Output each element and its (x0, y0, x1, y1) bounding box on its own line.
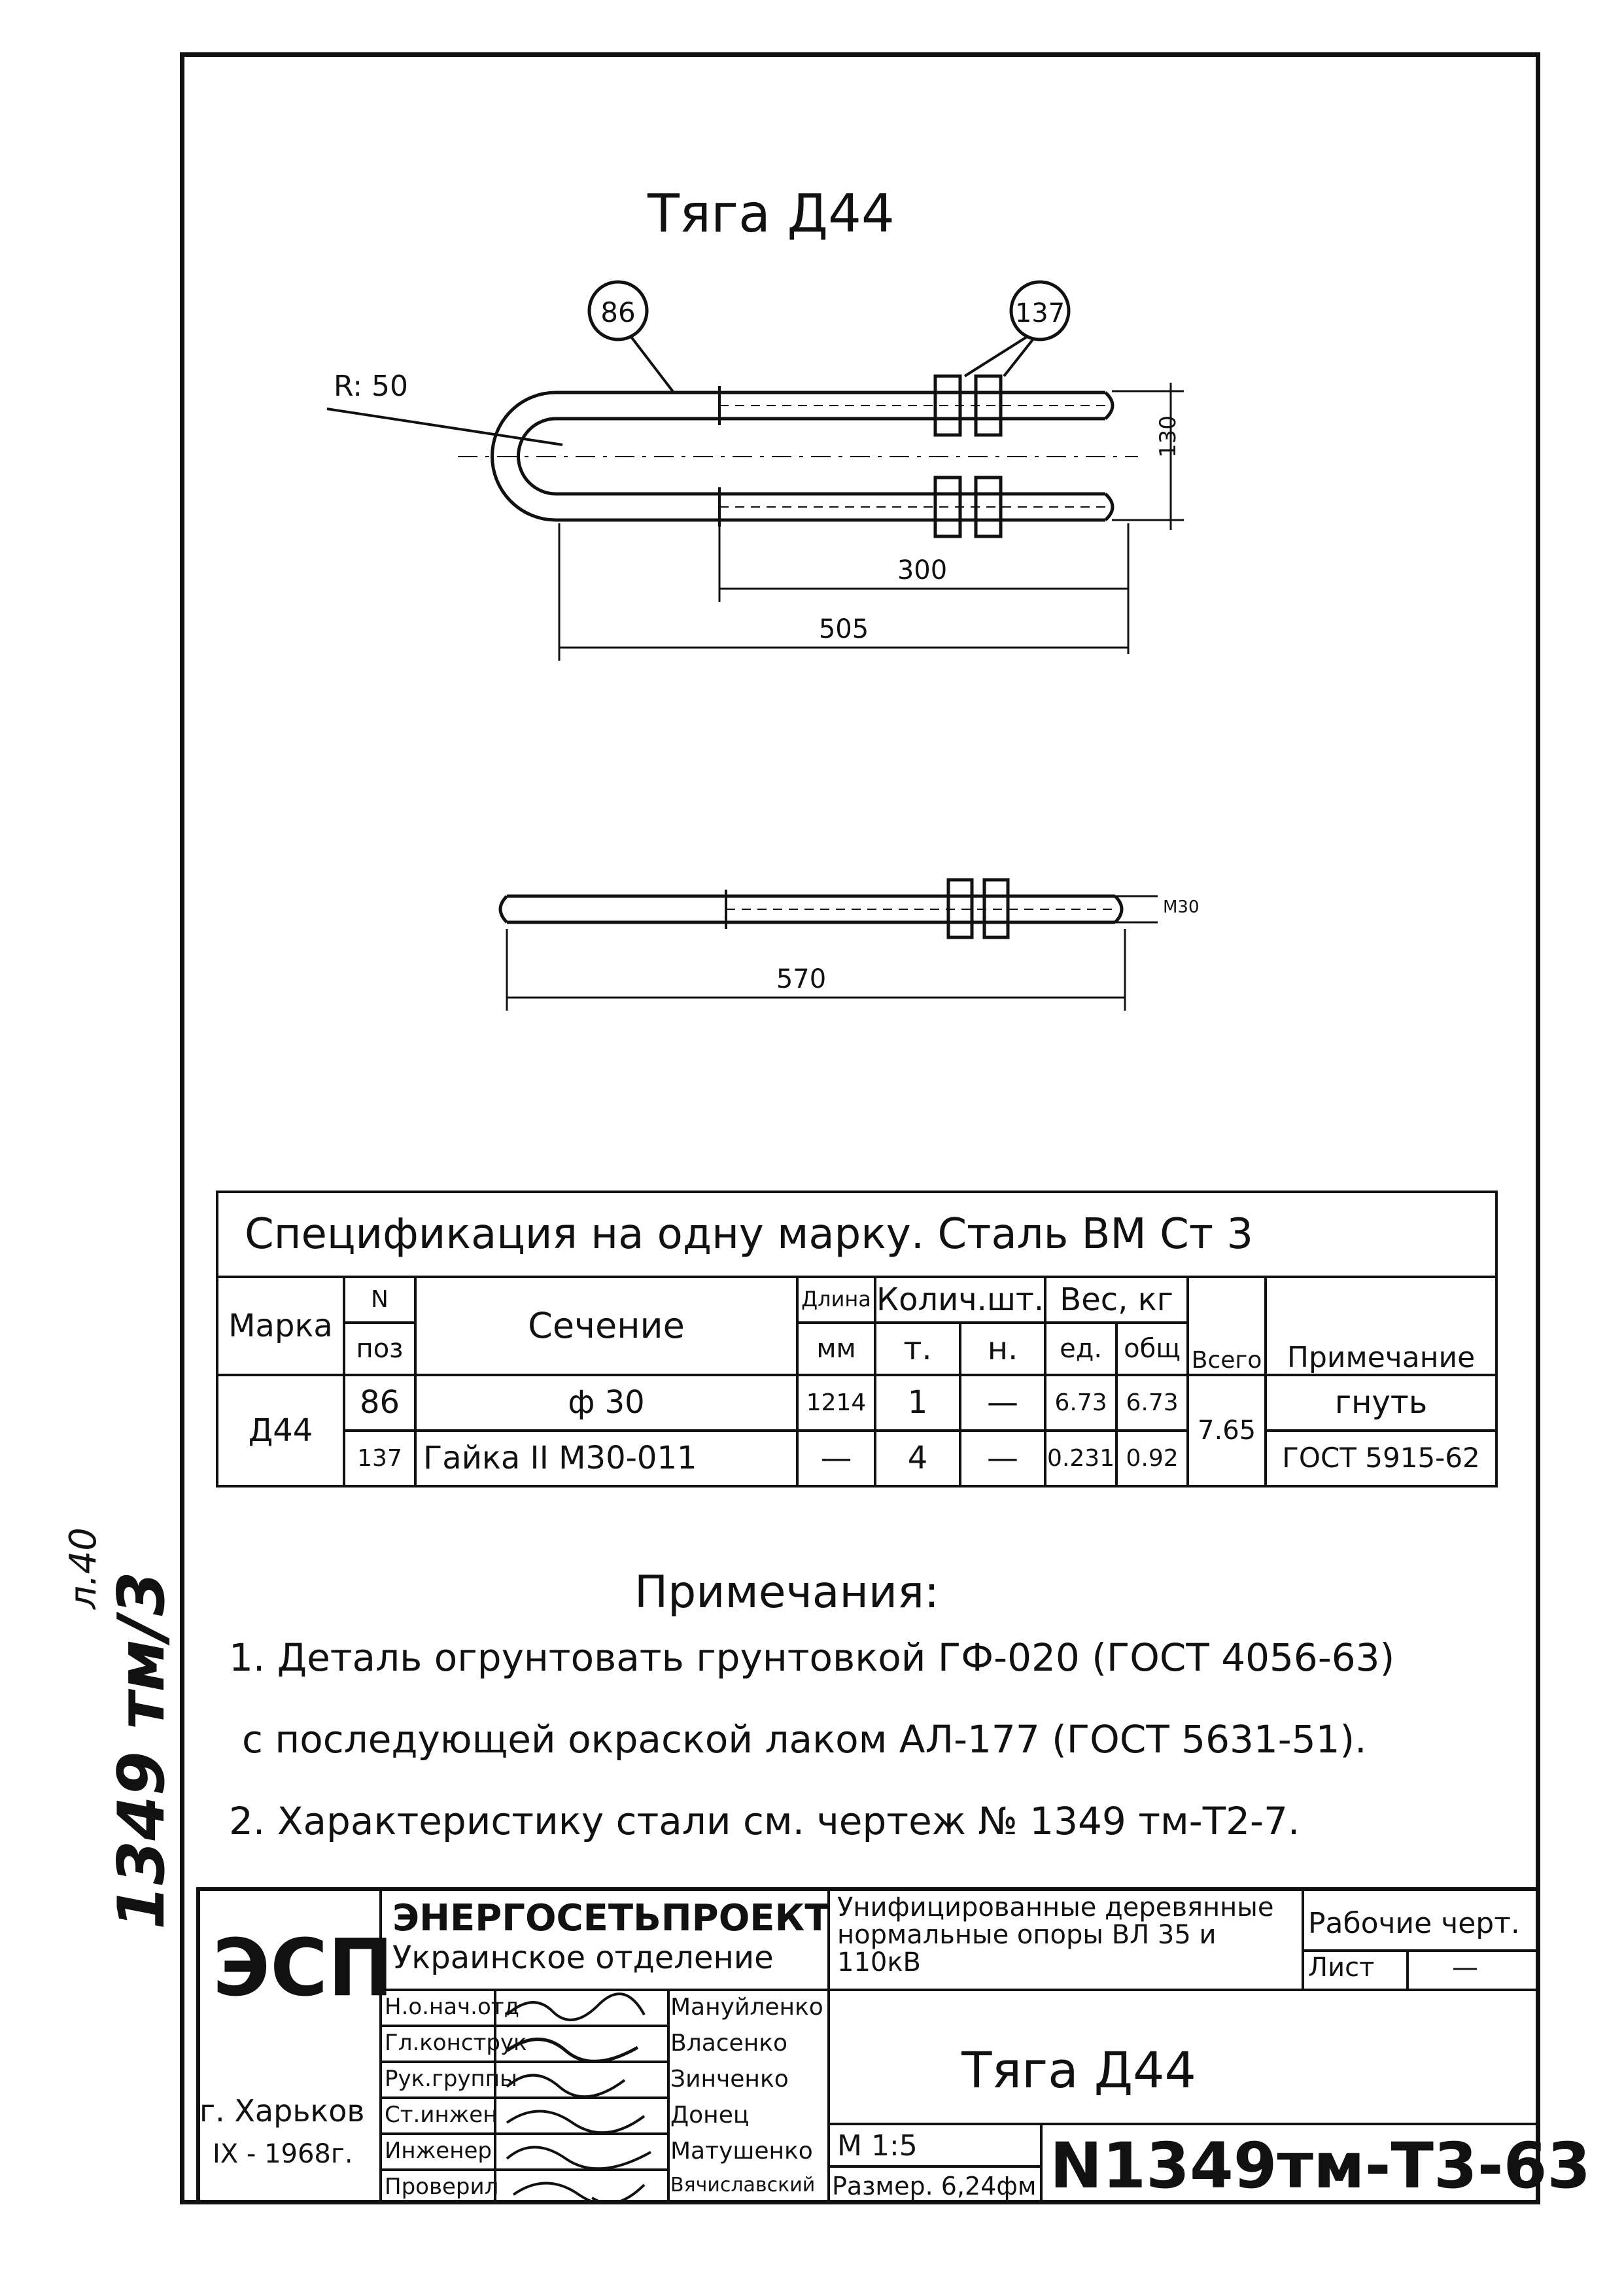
col-length-top: Длина (797, 1277, 875, 1323)
cell-weight-unit: 0.231 (1045, 1431, 1116, 1486)
staff-role: Гл.конструк (385, 2030, 527, 2056)
staff-role: Н.о.нач.отд (385, 1994, 520, 2020)
staff-name: Вячиславский (670, 2174, 816, 2197)
cell-length: — (797, 1431, 875, 1486)
col-weight-all-spacer: Всего (1188, 1277, 1266, 1375)
cell-weight-total: 6.73 (1116, 1375, 1188, 1431)
cell-qty-t: 4 (875, 1431, 960, 1486)
cell-mark: Д44 (217, 1375, 344, 1486)
part-name: Тяга Д44 (961, 2041, 1196, 2099)
cell-weight-total: 0.92 (1116, 1431, 1188, 1486)
col-weight: Вес, кг (1045, 1277, 1188, 1323)
note-line-3: 2. Характеристику стали см. чертеж № 1349 тм-Т2-7. (229, 1799, 1300, 1843)
staff-role: Ст.инжен (385, 2102, 498, 2128)
doc-number: N1349тм-Т3-63 (1050, 2129, 1591, 2202)
cell-pos: 86 (344, 1375, 415, 1431)
col-mark: Марка (217, 1277, 344, 1375)
col-section: Сечение (415, 1277, 797, 1375)
date: IX - 1968г. (213, 2139, 353, 2169)
dim-505: 505 (818, 614, 869, 644)
stage: Рабочие черт. (1308, 1907, 1520, 1940)
col-pos-top: N (344, 1277, 415, 1323)
specification-table (216, 1191, 1498, 1487)
callout-137-label: 137 (1014, 298, 1065, 328)
dim-130: 130 (1155, 415, 1181, 458)
cell-length: 1214 (797, 1375, 875, 1431)
staff-name: Зинченко (670, 2066, 789, 2093)
signatures (494, 1989, 667, 2204)
cell-qty-t: 1 (875, 1375, 960, 1431)
col-weight-unit: ед. (1045, 1323, 1116, 1375)
spec-title: Спецификация на одну марку. Сталь ВМ Ст 3 (217, 1192, 1496, 1277)
note-line-2: с последующей окраской лаком АЛ-177 (ГОСТ 5631-51). (242, 1717, 1367, 1762)
note-line-1: 1. Деталь огрунтовать грунтовкой ГФ-020 (ГОСТ 4056-63) (229, 1635, 1395, 1680)
cell-note: гнуть (1266, 1375, 1496, 1431)
col-pos-bottom: поз (344, 1323, 415, 1375)
staff-name: Мануйленко (670, 1994, 823, 2021)
col-note: Примечание (1266, 1277, 1496, 1375)
sheet-value: — (1452, 1953, 1478, 1983)
cell-weight-unit: 6.73 (1045, 1375, 1116, 1431)
dim-570: 570 (776, 964, 827, 994)
dim-300: 300 (897, 555, 948, 585)
staff-name: Матушенко (670, 2138, 813, 2165)
col-qty-t: т. (875, 1323, 960, 1375)
callout-86-label: 86 (600, 296, 636, 328)
scale: М 1:5 (837, 2129, 918, 2163)
col-length-bottom: мм (797, 1323, 875, 1375)
table-row (217, 1375, 1496, 1431)
col-weight-total: общ (1116, 1323, 1188, 1375)
staff-role: Инженер (385, 2138, 492, 2164)
staff-name: Власенко (670, 2030, 788, 2057)
cell-note: ГОСТ 5915-62 (1266, 1431, 1496, 1486)
cell-section: Гайка II М30-011 (415, 1431, 797, 1486)
city: г. Харьков (199, 2093, 365, 2129)
staff-name: Донец (670, 2102, 750, 2129)
drawing-title: Тяга Д44 (648, 183, 895, 244)
staff-role: Проверил (385, 2174, 499, 2200)
table-row (217, 1431, 1496, 1486)
cell-pos: 137 (344, 1431, 415, 1486)
cell-weight-all: 7.65 (1188, 1375, 1266, 1486)
notes-title: Примечания: (634, 1567, 939, 1618)
org-name: ЭНЕРГОСЕТЬПРОЕКТ (392, 1897, 830, 1939)
radius-label: R: 50 (334, 370, 409, 403)
sheet-number: л.40 (62, 1527, 105, 1609)
org-dept: Украинское отделение (392, 1939, 774, 1976)
col-qty: Колич.шт. (875, 1277, 1045, 1323)
cell-qty-n: — (960, 1431, 1045, 1486)
cell-qty-n: — (960, 1375, 1045, 1431)
dim-m30: М30 (1163, 897, 1200, 917)
col-qty-n: н. (960, 1323, 1045, 1375)
staff-role: Рук.группы (385, 2066, 517, 2092)
cell-section: ф 30 (415, 1375, 797, 1431)
org-logo: ЭСП (213, 1923, 394, 2014)
part-drawing (0, 0, 1624, 1047)
size: Размер. 6,24фм (832, 2172, 1037, 2200)
sheet-label: Лист (1308, 1953, 1375, 1983)
project-name: Унифицированные деревянные нормальные опоры ВЛ 35 и 110кВ (837, 1894, 1274, 1976)
document-code-side: 1349 тм/3 (105, 1571, 179, 1930)
